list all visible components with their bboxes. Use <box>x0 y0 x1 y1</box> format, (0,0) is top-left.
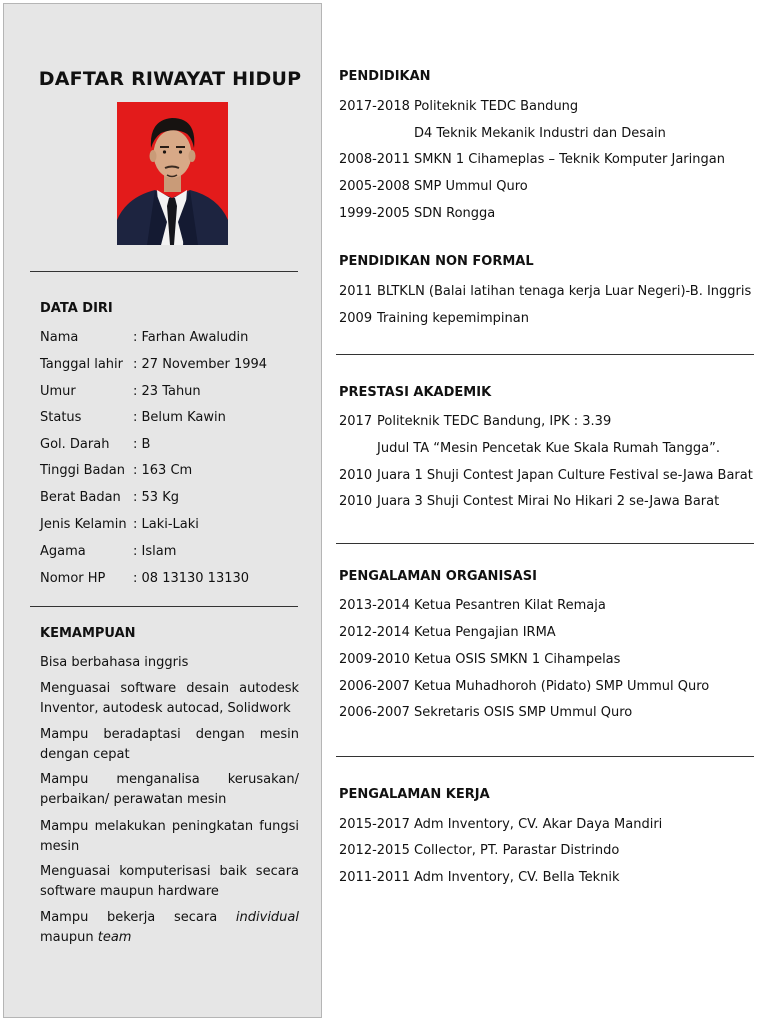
data-label: Status <box>40 410 82 425</box>
data-row <box>40 571 310 591</box>
data-value: : Laki-Laki <box>133 517 199 532</box>
year: 2017-2018 <box>339 99 410 114</box>
data-label: Jenis Kelamin <box>40 517 127 532</box>
section-heading-kemampuan: KEMAMPUAN <box>40 626 136 641</box>
year: 2013-2014 <box>339 598 410 613</box>
pendidikan-row <box>339 179 528 199</box>
kerja-row <box>339 843 619 863</box>
data-row <box>40 490 310 510</box>
organisasi-row <box>339 652 620 672</box>
year: 2005-2008 <box>339 179 410 194</box>
section-heading-kerja: PENGALAMAN KERJA <box>339 787 490 802</box>
year: 2009 <box>339 311 373 326</box>
section-heading-data-diri: DATA DIRI <box>40 301 113 316</box>
year: 2017 <box>339 414 373 429</box>
entry-text: SDN Rongga <box>414 206 496 221</box>
entry-text: BLTKLN (Balai latihan tenaga kerja Luar Negeri)-B. Inggris <box>377 284 752 299</box>
data-row <box>40 517 310 537</box>
data-value: : 27 November 1994 <box>133 357 267 372</box>
year: 2009-2010 <box>339 652 410 667</box>
document-title: DAFTAR RIWAYAT HIDUP <box>38 68 302 90</box>
year: 2011-2011 <box>339 870 410 885</box>
skill-text-italic: individual <box>235 910 299 925</box>
data-label: Tinggi Badan <box>40 463 125 478</box>
data-value: : Islam <box>133 544 176 559</box>
data-row <box>40 357 310 377</box>
entry-text: Ketua Pengajian IRMA <box>414 625 556 640</box>
prestasi-row <box>339 494 719 514</box>
data-label: Berat Badan <box>40 490 121 505</box>
profile-photo <box>117 102 228 245</box>
data-value: : 08 13130 13130 <box>133 571 249 586</box>
skill-text: maupun <box>40 930 94 945</box>
data-label: Tanggal lahir <box>40 357 123 372</box>
year: 2011 <box>339 284 373 299</box>
data-label: Gol. Darah <box>40 437 110 452</box>
section-heading-prestasi: PRESTASI AKADEMIK <box>339 385 492 400</box>
organisasi-row <box>339 598 606 618</box>
organisasi-row <box>339 705 632 725</box>
non-formal-row <box>339 284 751 304</box>
entry-text: SMP Ummul Quro <box>414 179 528 194</box>
entry-text: Adm Inventory, CV. Bella Teknik <box>414 870 620 885</box>
skill-text: Mampu bekerja secara <box>40 910 218 925</box>
entry-text: Sekretaris OSIS SMP Ummul Quro <box>414 705 633 720</box>
data-value: : 53 Kg <box>133 490 179 505</box>
data-value: : 163 Cm <box>133 463 192 478</box>
data-row <box>40 437 310 457</box>
entry-text: Juara 3 Shuji Contest Mirai No Hikari 2 se-Jawa Barat <box>377 494 720 509</box>
pendidikan-row <box>339 206 495 226</box>
skill-item <box>40 908 299 948</box>
entry-text: Ketua OSIS SMKN 1 Cihampelas <box>414 652 621 667</box>
data-label: Umur <box>40 384 76 399</box>
skill-item: Menguasai komputerisasi baik secara software maupun hardware <box>40 864 299 899</box>
skill-item: Menguasai software desain autodesk Inventor, autodesk autocad, Solidwork <box>40 681 299 716</box>
entry-text: Ketua Pesantren Kilat Remaja <box>414 598 606 613</box>
entry-text: Politeknik TEDC Bandung, IPK : 3.39 <box>377 414 612 429</box>
prestasi-row <box>339 468 753 488</box>
entry-text: D4 Teknik Mekanik Industri dan Desain <box>414 126 666 141</box>
prestasi-row <box>339 441 720 461</box>
year: 2008-2011 <box>339 152 410 167</box>
data-label: Agama <box>40 544 86 559</box>
year: 2012-2014 <box>339 625 410 640</box>
prestasi-row <box>339 414 611 434</box>
divider <box>336 354 754 355</box>
skill-item: Mampu beradaptasi dengan mesin dengan cepat <box>40 727 299 762</box>
year: 2006-2007 <box>339 705 410 720</box>
kerja-row <box>339 870 620 890</box>
data-value: : B <box>133 437 150 452</box>
entry-text: Collector, PT. Parastar Distrindo <box>414 843 620 858</box>
data-row <box>40 410 310 430</box>
data-label: Nomor HP <box>40 571 106 586</box>
non-formal-row <box>339 311 529 331</box>
year: 2010 <box>339 468 373 483</box>
pendidikan-row <box>339 152 725 172</box>
skill-item: Mampu melakukan peningkatan fungsi mesin <box>40 819 299 854</box>
entry-text: Ketua Muhadhoroh (Pidato) SMP Ummul Quro <box>414 679 710 694</box>
data-value: : Belum Kawin <box>133 410 226 425</box>
year: 2010 <box>339 494 373 509</box>
divider <box>336 756 754 757</box>
divider <box>336 543 754 544</box>
section-heading-pendidikan-non-formal: PENDIDIKAN NON FORMAL <box>339 254 534 269</box>
data-value: : 23 Tahun <box>133 384 201 399</box>
entry-text: Juara 1 Shuji Contest Japan Culture Festival se-Jawa Barat <box>377 468 753 483</box>
organisasi-row <box>339 625 556 645</box>
divider <box>30 271 298 272</box>
section-heading-pendidikan: PENDIDIKAN <box>339 69 431 84</box>
pendidikan-row <box>339 99 578 119</box>
data-row <box>40 330 310 350</box>
pendidikan-row <box>339 126 666 146</box>
data-value: : Farhan Awaludin <box>133 330 248 345</box>
section-heading-organisasi: PENGALAMAN ORGANISASI <box>339 569 537 584</box>
year: 2015-2017 <box>339 817 410 832</box>
kerja-row <box>339 817 662 837</box>
divider <box>30 606 298 607</box>
entry-text: Training kepemimpinan <box>377 311 529 326</box>
data-row <box>40 384 310 404</box>
data-label: Nama <box>40 330 79 345</box>
organisasi-row <box>339 679 709 699</box>
entry-text: Politeknik TEDC Bandung <box>414 99 579 114</box>
entry-text: Adm Inventory, CV. Akar Daya Mandiri <box>414 817 663 832</box>
data-row <box>40 544 310 564</box>
skill-item: Bisa berbahasa inggris <box>40 655 189 670</box>
entry-text: Judul TA “Mesin Pencetak Kue Skala Rumah Tangga”. <box>377 441 720 456</box>
data-row <box>40 463 310 483</box>
year: 2006-2007 <box>339 679 410 694</box>
skill-item: Mampu menganalisa kerusakan/ perbaikan/ perawatan mesin <box>40 772 299 807</box>
year: 2012-2015 <box>339 843 410 858</box>
entry-text: SMKN 1 Cihameplas – Teknik Komputer Jaringan <box>414 152 725 167</box>
skill-text-italic: team <box>97 930 132 945</box>
year: 1999-2005 <box>339 206 410 221</box>
